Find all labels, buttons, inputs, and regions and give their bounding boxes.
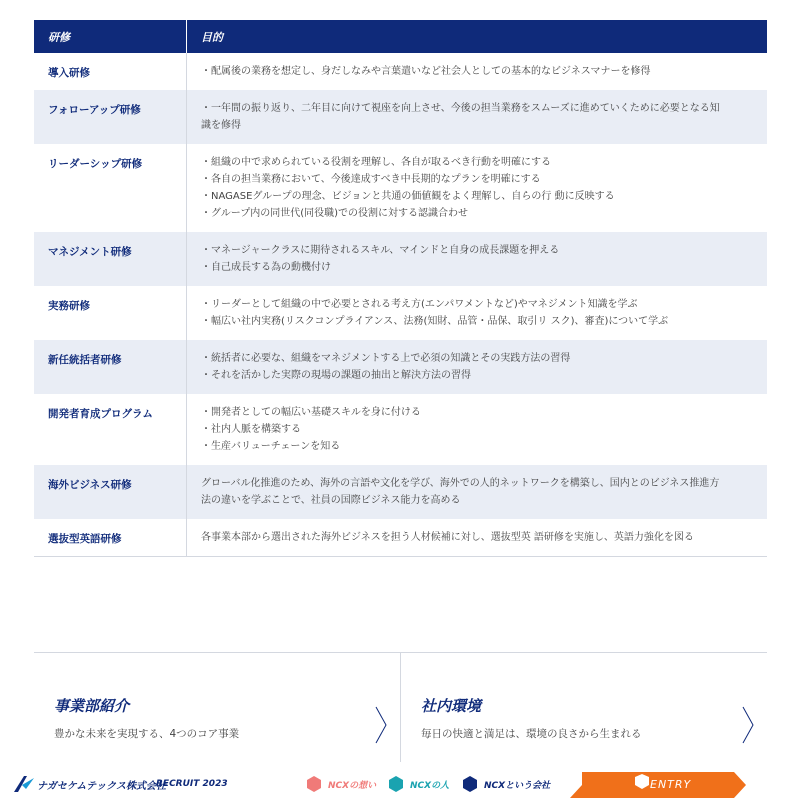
training-name: 開発者育成プログラム xyxy=(34,394,187,465)
logo-text: ナガセケムテックス株式会社 xyxy=(37,780,166,792)
purpose-line: ・各自の担当業務において、今後達成すべき中長期的なプランを明確にする xyxy=(201,174,541,185)
training-name: フォローアップ研修 xyxy=(34,90,187,144)
purpose-line: ・幅広い社内実務(リスクコンプライアンス、法務(知財、品管・品保、取引リ スク)、審査)について学ぶ xyxy=(201,316,669,327)
training-purpose xyxy=(187,394,767,465)
nav-ncx-thoughts[interactable] xyxy=(306,776,376,792)
card-workplace[interactable] xyxy=(400,653,767,762)
training-name: 海外ビジネス研修 xyxy=(34,465,187,519)
purpose-line: ・グループ内の同世代(同役職)での役割に対する認識合わせ xyxy=(201,208,469,219)
training-purpose xyxy=(187,90,767,144)
table-row xyxy=(34,144,767,232)
card-title: 事業部紹介 xyxy=(54,697,130,715)
logo-mark-icon xyxy=(14,775,34,793)
card-subtitle: 毎日の快適と満足は、環境の良さから生まれる xyxy=(421,728,642,740)
nav-label: NCXの人 xyxy=(410,780,450,791)
training-table xyxy=(34,20,767,557)
purpose-line: ・自己成長する為の動機付け xyxy=(201,262,331,273)
training-purpose xyxy=(187,465,767,519)
purpose-line: 各事業本部から選出された海外ビジネスを担う人材候補に対し、選抜型英 語研修を実施し、英語力強化を図る xyxy=(201,532,694,543)
table-row xyxy=(34,232,767,286)
chevron-right-icon xyxy=(374,705,388,745)
entry-label: ENTRY xyxy=(650,778,692,791)
footer-bar xyxy=(0,770,800,800)
training-name: リーダーシップ研修 xyxy=(34,144,187,232)
training-name: 導入研修 xyxy=(34,53,187,90)
table-row xyxy=(34,519,767,556)
training-name: 実務研修 xyxy=(34,286,187,340)
training-purpose xyxy=(187,340,767,394)
training-purpose xyxy=(187,53,767,90)
purpose-line: ・一年間の振り返り、二年目に向けて視座を向上させ、今後の担当業務をスムーズに進めていくために必要となる知 xyxy=(201,103,720,114)
hexagon-icon xyxy=(306,776,322,792)
recruit-label: RECRUIT 2023 xyxy=(156,779,228,789)
table-row xyxy=(34,53,767,90)
company-logo[interactable] xyxy=(14,775,166,793)
training-purpose xyxy=(187,519,767,556)
chevron-right-icon xyxy=(741,705,755,745)
hexagon-icon xyxy=(462,776,478,792)
purpose-line: グローバル化推進のため、海外の言語や文化を学び、海外での人的ネットワークを構築し、国内とのビジネス推進方 xyxy=(201,478,720,489)
purpose-line: ・統括者に必要な、組織をマネジメントする上で必須の知識とその実践方法の習得 xyxy=(201,353,571,364)
hexagon-icon xyxy=(388,776,404,792)
training-name: 選抜型英語研修 xyxy=(34,519,187,556)
table-header xyxy=(34,20,767,53)
table-row xyxy=(34,286,767,340)
link-cards xyxy=(34,652,767,762)
nav-label: NCXの想い xyxy=(328,780,377,791)
card-title: 社内環境 xyxy=(421,697,482,715)
purpose-line: ・配属後の業務を想定し、身だしなみや言葉遣いなど社会人としての基本的なビジネスマナーを修得 xyxy=(201,66,651,77)
training-purpose xyxy=(187,232,767,286)
table-row xyxy=(34,340,767,394)
table-row xyxy=(34,394,767,465)
nav-ncx-company[interactable] xyxy=(462,776,550,792)
training-purpose xyxy=(187,144,767,232)
purpose-line: ・リーダーとして組織の中で必要とされる考え方(エンパワメントなど)やマネジメント知識を学ぶ xyxy=(201,299,638,310)
purpose-line: 法の違いを学ぶことで、社員の国際ビジネス能力を高める xyxy=(201,495,461,506)
card-business-intro[interactable] xyxy=(34,653,400,762)
purpose-line: ・それを活かした実際の現場の課題の抽出と解決方法の習得 xyxy=(201,370,471,381)
nav-ncx-people[interactable] xyxy=(388,776,449,792)
purpose-line: ・開発者としての幅広い基礎スキルを身に付ける xyxy=(201,407,421,418)
purpose-line: ・組織の中で求められている役割を理解し、各自が取るべき行動を明確にする xyxy=(201,157,551,168)
training-name: マネジメント研修 xyxy=(34,232,187,286)
purpose-line: ・マネージャークラスに期待されるスキル、マインドと自身の成長課題を押える xyxy=(201,245,560,256)
purpose-line: ・生産バリューチェーンを知る xyxy=(201,441,341,452)
card-subtitle: 豊かな未来を実現する、4つのコア事業 xyxy=(54,728,240,740)
header-purpose: 目的 xyxy=(201,30,223,44)
training-name: 新任統括者研修 xyxy=(34,340,187,394)
training-purpose xyxy=(187,286,767,340)
purpose-line: 識を修得 xyxy=(201,120,241,131)
table-row xyxy=(34,465,767,519)
table-row xyxy=(34,90,767,144)
entry-button[interactable] xyxy=(570,772,746,798)
header-training: 研修 xyxy=(34,20,187,53)
purpose-line: ・社内人脈を構築する xyxy=(201,424,301,435)
purpose-line: ・NAGASEグループの理念、ビジョンと共通の価値観をよく理解し、自らの行 動に反映する xyxy=(201,191,615,202)
nav-label: NCXという会社 xyxy=(484,780,551,791)
